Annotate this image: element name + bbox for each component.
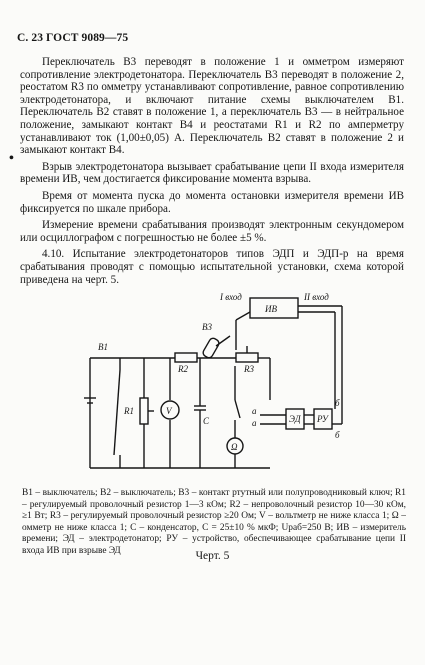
page-header: С. 23 ГОСТ 9089—75	[17, 32, 129, 44]
label-ed: ЭД	[289, 414, 301, 424]
paragraph-procedure: Переключатель В3 переводят в положение 1 и омметром измеряют сопротивление электродетонатора. Переключатель В3 переводят в положение 2, реостатом R3 по омметру устанавливают сопротивление, равное сопротивлению электродетонатора, и включают питание схемы выключателем В1. Переключатель В2 ставят в положение 1, а переключатель В3 — в нейтральное положение, замыкают контакт В4 и реостатами R1 и R2 по амперметру устанавливают ток (1,00±0,05) А. Переключатель В2 ставят в положение 2 и замыкают контакт В4.	[20, 56, 404, 157]
circuit-diagram	[60, 290, 360, 485]
label-r3: R3	[244, 364, 254, 374]
paragraph-section-4-10: 4.10. Испытание электродетонаторов типов ЭДП и ЭДП-р на время срабатывания проводят с помощью испытательной установки, схема которой приведена на черт. 5.	[20, 248, 404, 286]
label-c: C	[203, 416, 210, 426]
label-ru: РУ	[317, 414, 328, 424]
figure-label: Черт. 5	[195, 550, 230, 562]
label-a1: а	[252, 406, 257, 416]
label-input-1: I вход	[220, 292, 242, 302]
label-r1: R1	[124, 406, 134, 416]
paragraph-time-reading: Время от момента пуска до момента остановки измерителя времени ИВ фиксируется по шкале прибора.	[20, 189, 404, 215]
label-a2: а	[252, 418, 257, 428]
label-v: V	[166, 406, 172, 416]
label-b1: В1	[98, 342, 108, 352]
figure-caption	[22, 488, 406, 558]
paragraph-measurement: Измерение времени срабатывания производят электронным секундомером или осциллографом с погрешностью не более ±5 %.	[20, 219, 404, 244]
label-r2: R2	[178, 364, 188, 374]
label-iv: ИВ	[265, 304, 277, 314]
caption-text: В1 – выключатель; В2 – выключатель; В3 – контакт ртутный или полупроводниковый ключ; R1 – регулируемый проволочный резистор 1—3 кОм; R2 – непроволочный резистор 10—30 кОм, ≥1 Вт; R3 – регулируемый проволочный резистор ≥20 Ом; V – вольтметр не ниже класса 1; Ω – омметр не ниже класса 1; С – конденсатор, С = 25±10 % мкФ; Uраб=250 В; ИВ – измеритель времени; ЭД – электродетонатор; РУ – устройство, обеспечивающее срабатывание цепи II входа ИВ при взрыве ЭД	[22, 488, 406, 556]
margin-mark: •	[9, 151, 14, 166]
label-b3: В3	[202, 322, 212, 332]
paragraph-explosion: Взрыв электродетонатора вызывает срабатывание цепи II входа измерителя времени ИВ, чем достигается фиксирование момента взрыва.	[20, 160, 404, 186]
label-ohm: Ω	[231, 442, 238, 452]
label-b: б	[335, 398, 340, 408]
label-b2: б	[335, 430, 340, 440]
label-input-2: II вход	[304, 292, 329, 302]
body-text	[20, 56, 404, 286]
